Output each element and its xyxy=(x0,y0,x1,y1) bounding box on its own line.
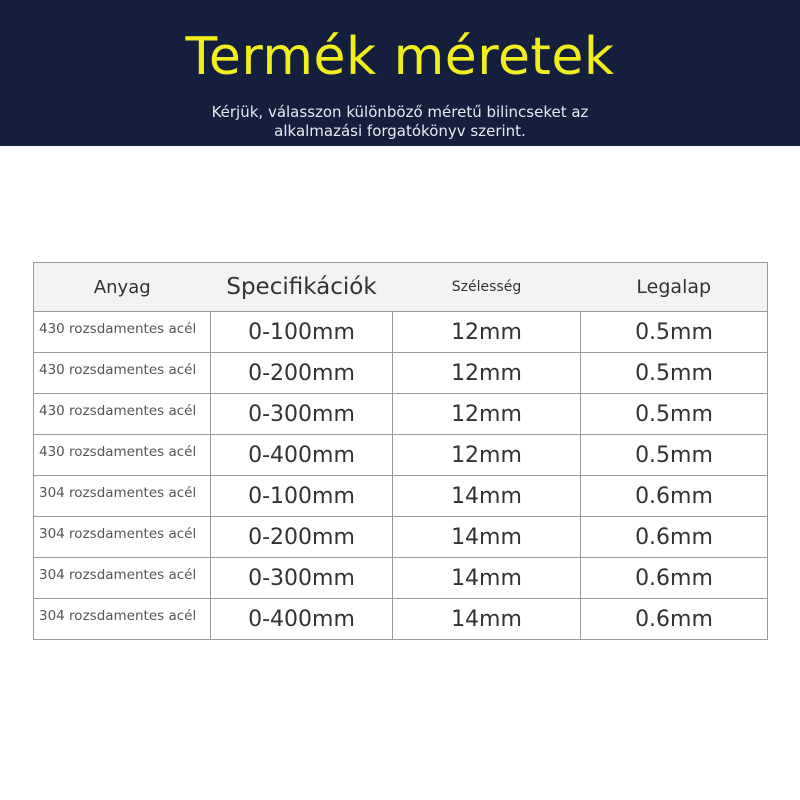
column-header-base: Legalap xyxy=(581,263,768,312)
specification-cell: 0-200mm xyxy=(211,353,393,394)
material-cell: 430 rozsdamentes acél xyxy=(34,353,211,394)
column-header-specification: Specifikációk xyxy=(211,263,393,312)
width-cell: 12mm xyxy=(393,312,581,353)
subtitle-line-2: alkalmazási forgatókönyv szerint. xyxy=(274,122,526,140)
material-cell: 304 rozsdamentes acél xyxy=(34,476,211,517)
table-row xyxy=(34,394,768,435)
width-cell: 12mm xyxy=(393,435,581,476)
product-size-table xyxy=(33,262,768,640)
header-banner xyxy=(0,0,800,146)
base-cell: 0.5mm xyxy=(581,353,768,394)
table-row xyxy=(34,435,768,476)
column-header-width: Szélesség xyxy=(393,263,581,312)
base-cell: 0.6mm xyxy=(581,517,768,558)
base-cell: 0.5mm xyxy=(581,435,768,476)
subtitle-line-1: Kérjük, válasszon különböző méretű bilincseket az xyxy=(211,103,589,121)
width-cell: 12mm xyxy=(393,353,581,394)
specification-cell: 0-300mm xyxy=(211,558,393,599)
specification-cell: 0-100mm xyxy=(211,312,393,353)
table-row xyxy=(34,517,768,558)
material-cell: 304 rozsdamentes acél xyxy=(34,517,211,558)
specification-cell: 0-300mm xyxy=(211,394,393,435)
base-cell: 0.6mm xyxy=(581,476,768,517)
specification-cell: 0-400mm xyxy=(211,599,393,640)
material-cell: 430 rozsdamentes acél xyxy=(34,435,211,476)
base-cell: 0.6mm xyxy=(581,558,768,599)
specification-cell: 0-100mm xyxy=(211,476,393,517)
base-cell: 0.5mm xyxy=(581,312,768,353)
page-title: Termék méretek xyxy=(185,27,615,87)
table-header-row xyxy=(34,263,768,312)
table-row xyxy=(34,558,768,599)
table-row xyxy=(34,476,768,517)
width-cell: 14mm xyxy=(393,599,581,640)
width-cell: 14mm xyxy=(393,476,581,517)
material-cell: 430 rozsdamentes acél xyxy=(34,312,211,353)
base-cell: 0.5mm xyxy=(581,394,768,435)
table-row xyxy=(34,312,768,353)
specification-cell: 0-400mm xyxy=(211,435,393,476)
width-cell: 14mm xyxy=(393,558,581,599)
specification-cell: 0-200mm xyxy=(211,517,393,558)
table-row xyxy=(34,353,768,394)
material-cell: 304 rozsdamentes acél xyxy=(34,599,211,640)
column-header-material: Anyag xyxy=(34,263,211,312)
material-cell: 430 rozsdamentes acél xyxy=(34,394,211,435)
width-cell: 12mm xyxy=(393,394,581,435)
width-cell: 14mm xyxy=(393,517,581,558)
base-cell: 0.6mm xyxy=(581,599,768,640)
material-cell: 304 rozsdamentes acél xyxy=(34,558,211,599)
table-row xyxy=(34,599,768,640)
page-subtitle xyxy=(190,103,610,141)
